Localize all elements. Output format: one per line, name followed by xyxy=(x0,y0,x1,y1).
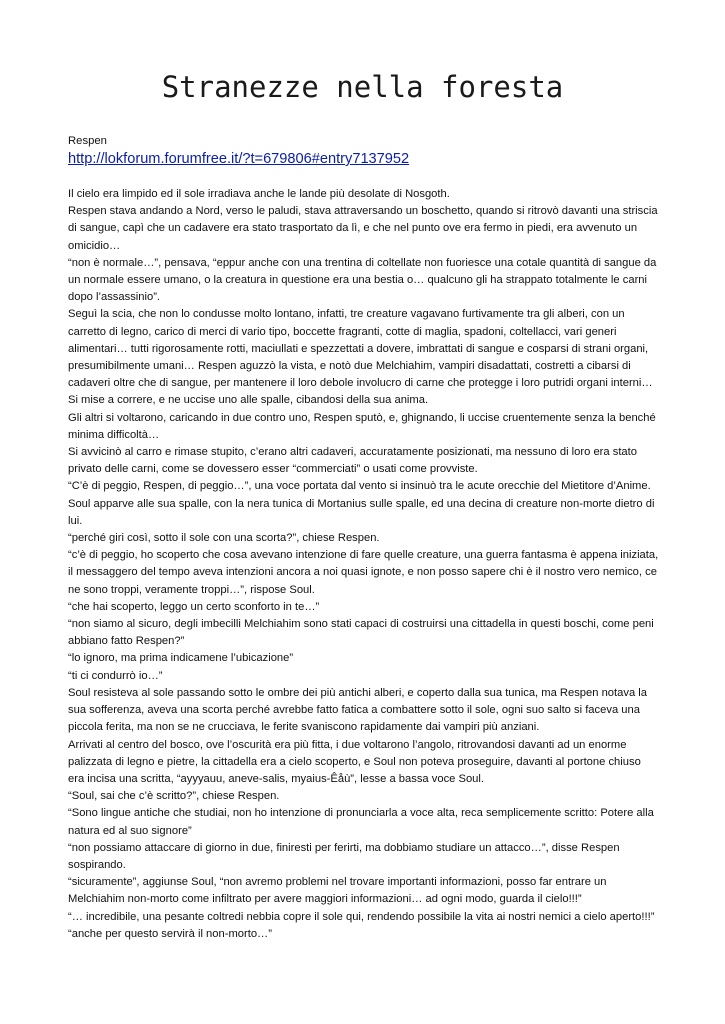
document-title: Stranezze nella foresta xyxy=(161,70,564,104)
paragraph: “non è normale…”, pensava, “eppur anche con una trentina di coltellate non fuoriesce una cotale quantità di sangue da un normale essere umano, o la creatura in questione era una bestia o… qualcuno gli ha strappato totalmente le carni dopo l’assassinio”. xyxy=(68,256,657,304)
paragraph: “ti ci condurrò io…” xyxy=(68,669,163,682)
paragraph: “perché giri così, sotto il sole con una scorta?”, chiese Respen. xyxy=(68,532,380,545)
paragraph: “Sono lingue antiche che studiai, non ho intenzione di pronunciarla a voce alta, reca semplicemente scritto: Potere alla natura ed al suo signore” xyxy=(68,807,654,837)
paragraph: “che hai scoperto, leggo un certo sconforto in te…” xyxy=(68,600,320,613)
paragraph: Il cielo era limpido ed il sole irradiava anche le lande più desolate di Nosgoth. xyxy=(68,188,450,200)
paragraph: Respen stava andando a Nord, verso le paludi, stava attraversando un boschetto, quando si ritrovò davanti una striscia di sangue, capì che un cadavere era stato trasportato da lì, e che nel punto ove era fermo in piedi, era avvenuto un omicidio… xyxy=(68,205,658,252)
paragraph: “non possiamo attaccare di giorno in due, finiresti per ferirti, ma dobbiamo studiare un attacco…”, disse Respen sospirando. xyxy=(68,841,620,871)
paragraph: “Soul, sai che c’è scritto?”, chiese Respen. xyxy=(68,790,280,803)
paragraph: “c’è di peggio, ho scoperto che cosa avevano intenzione di fare quelle creature, una guerra fantasma è appena iniziata, il messaggero del tempo aveva intenzioni ancora a noi quasi ignote, e non posso sapere chi è il nostro vero nemico, ce ne sono troppi, veramente troppi…”, rispose Soul. xyxy=(68,549,659,596)
paragraph: Si avvicinò al carro e rimase stupito, c’erano altri cadaveri, accuratamente posizionati, ma nessuno di loro era stato privato delle carni, come se dovessero esser “commerciati” o usati come provviste. xyxy=(68,446,637,476)
paragraph: Soul resisteva al sole passando sotto le ombre dei più antichi alberi, e coperto dalla sua tunica, ma Respen notava la sua sofferenza, aveva una scorta perché avrebbe fatto fatica a combattere sotto il sole, ogni suo salto si faceva una piccola ferita, ma non se ne crucciava, le ferite svaniscono rapidamente dai vampiri più anziani. xyxy=(68,686,647,734)
paragraph: “… incredibile, una pesante coltredi nebbia copre il sole qui, rendendo possibile la vita ai nostri nemici a cielo aperto!!!” xyxy=(68,910,655,923)
paragraph: Seguì la scia, che non lo condusse molto lontano, infatti, tre creature vagavano furtivamente tra gli alberi, con un carretto di legno, carico di merci di vario tipo, boccette fragranti, cotte di maglia, spadoni, coltellacci, vari generi alimentari… tutti rigorosamente rotti, maciullati e spezzettati a dovere, imbrattati di sangue e cosparsi di strani organi, presumibilmente umani… Respen aguzzò la vista, e notò due Melchiahim, vampiri disadattati, costretti a cibarsi di cadaveri oltre che di sangue, per mantenere il loro debole involucro di carne che protegge i loro putridi organi interni… xyxy=(68,308,653,390)
paragraph: “non siamo al sicuro, degli imbecilli Melchiahim sono stati capaci di costruirsi una cittadella in questi boschi, come peni abbiano fatto Respen?” xyxy=(68,618,654,648)
paragraph: “anche per questo servirà il non-morto…” xyxy=(68,927,272,940)
author-name: Respen xyxy=(68,135,107,147)
paragraph: “sicuramente”, aggiunse Soul, “non avremo problemi nel trovare importanti informazioni, posso far entrare un Melchiahim non-morto come infiltrato per avere maggiori informazioni… ad ogni modo, guarda il cielo!!!” xyxy=(68,876,607,906)
story-body xyxy=(68,186,660,943)
paragraph: “lo ignoro, ma prima indicamene l’ubicazione” xyxy=(68,652,294,665)
source-link[interactable]: http://lokforum.forumfree.it/?t=679806#entry7137952 xyxy=(68,151,410,167)
paragraph: Arrivati al centro del bosco, ove l’oscurità era più fitta, i due voltarono l’angolo, ritrovandosi davanti ad un enorme palizzata di legno e pietre, la cittadella era a cielo scoperto, e Soul non poteva proseguire, davanti al portone chiuso era incisa una scritta, “ayyyauu, aneve-salis, myaius-Êåù”, lesse a bassa voce Soul. xyxy=(68,738,641,785)
paragraph: Gli altri si voltarono, caricando in due contro uno, Respen sputò, e, ghignando, li uccise cruentemente senza la benché minima difficoltà… xyxy=(68,411,656,441)
paragraph: “C’è di peggio, Respen, di peggio…”, una voce portata dal vento si insinuò tra le acute orecchie del Mietitore d’Anime. Soul apparve alle sua spalle, con la nera tunica di Mortanius sulle spalle, ed una decina di creature non-morte dietro di lui. xyxy=(68,480,655,527)
paragraph: Si mise a correre, e ne uccise uno alle spalle, cibandosi della sua anima. xyxy=(68,394,429,407)
